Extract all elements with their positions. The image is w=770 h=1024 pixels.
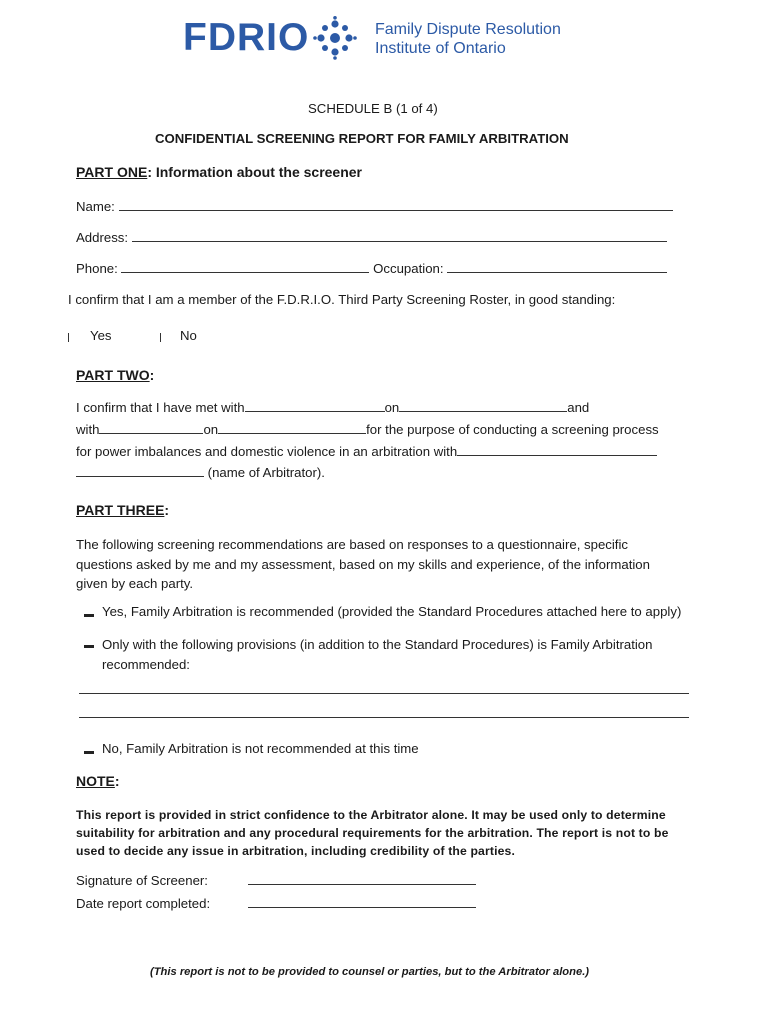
roster-confirm-text: I confirm that I am a member of the F.D.R.I.O. Third Party Screening Roster, in good standing:: [68, 292, 616, 307]
arbitration-with-text: for power imbalances and domestic violence in an arbitration with: [76, 444, 458, 459]
on-text-1: on: [384, 400, 400, 415]
with-text: with: [76, 422, 100, 437]
provisions-checkbox[interactable]: [84, 645, 94, 648]
name-field[interactable]: [119, 198, 673, 211]
part-two-heading: [76, 367, 154, 383]
provisions-label-2: recommended:: [102, 657, 190, 672]
arbitrator-name-text: (name of Arbitrator).: [207, 465, 325, 480]
and-text: and: [567, 400, 590, 415]
part-two-line-3: [76, 443, 657, 459]
provisions-line-2[interactable]: [79, 717, 689, 718]
date-completed-field[interactable]: [248, 895, 476, 908]
on-text-2: on: [203, 422, 219, 437]
date-completed-label: Date report completed:: [76, 896, 211, 911]
note-heading-label: NOTE: [76, 773, 115, 789]
part-two-line-2: [76, 421, 659, 437]
purpose-text: for the purpose of conducting a screening process: [366, 422, 659, 437]
met-with-text: I confirm that I have met with: [76, 400, 245, 415]
yes-checkbox[interactable]: [68, 333, 69, 342]
party-one-date-field[interactable]: [399, 399, 567, 412]
arbitrator-name-field[interactable]: [76, 464, 204, 477]
yes-label: Yes: [90, 328, 112, 343]
part-three-heading-colon: :: [164, 502, 170, 518]
logo-dots-icon: [313, 16, 357, 60]
document-title: CONFIDENTIAL SCREENING REPORT FOR FAMILY ARBITRATION: [155, 131, 569, 146]
party-two-date-field[interactable]: [218, 421, 366, 434]
schedule-label: SCHEDULE B (1 of 4): [308, 101, 438, 116]
part-one-heading-rest: : Information about the screener: [147, 164, 363, 180]
note-heading: [76, 773, 120, 789]
note-heading-colon: :: [114, 773, 120, 789]
logo-wordmark: FDRIO: [183, 16, 310, 59]
part-two-line-4: [76, 464, 325, 480]
part-three-heading: [76, 502, 169, 518]
no-label: No: [180, 328, 197, 343]
address-field[interactable]: [132, 229, 667, 242]
recommended-label: Yes, Family Arbitration is recommended (provided the Standard Procedures attached here to apply): [102, 604, 682, 619]
part-two-heading-colon: :: [149, 367, 155, 383]
part-two-line-1: [76, 399, 589, 415]
phone-label: Phone:: [76, 261, 118, 276]
phone-row: [76, 260, 667, 276]
part-three-heading-label: PART THREE: [76, 502, 165, 518]
no-checkbox[interactable]: [160, 333, 161, 342]
address-label: Address:: [76, 230, 129, 245]
note-line-3: used to decide any issue in arbitration, including credibility of the parties.: [76, 844, 516, 858]
signature-label: Signature of Screener:: [76, 873, 208, 888]
party-one-name-field[interactable]: [245, 399, 385, 412]
part-one-heading-label: PART ONE: [76, 164, 148, 180]
provisions-line-1[interactable]: [79, 693, 689, 694]
arbitration-party-field[interactable]: [457, 443, 657, 456]
intro-line-1: The following screening recommendations are based on responses to a questionnaire, specific: [76, 537, 628, 552]
note-body: [76, 806, 669, 860]
intro-line-3: given by each party.: [76, 576, 194, 591]
part-one-heading: [76, 164, 362, 180]
recommended-checkbox[interactable]: [84, 614, 94, 617]
phone-field[interactable]: [121, 260, 369, 273]
name-label: Name:: [76, 199, 115, 214]
not-recommended-checkbox[interactable]: [84, 751, 94, 754]
logo: [183, 14, 583, 64]
provisions-label-1: Only with the following provisions (in addition to the Standard Procedures) is Family Arbitration: [102, 637, 653, 652]
occupation-label: Occupation:: [373, 261, 444, 276]
address-row: [76, 229, 667, 245]
occupation-field[interactable]: [447, 260, 667, 273]
not-recommended-label: No, Family Arbitration is not recommended at this time: [102, 741, 419, 756]
logo-line-1: Family Dispute Resolution: [375, 21, 561, 38]
note-line-1: This report is provided in strict confidence to the Arbitrator alone. It may be used only to determine: [76, 808, 666, 822]
note-line-2: suitability for arbitration and any procedural requirements for the arbitration. The report is not to be: [76, 826, 669, 840]
signature-field[interactable]: [248, 872, 476, 885]
intro-line-2: questions asked by me and my assessment, based on my skills and experience, of the information: [76, 556, 650, 572]
part-three-intro: [76, 535, 650, 594]
footer-note: (This report is not to be provided to counsel or parties, but to the Arbitrator alone.): [150, 966, 590, 978]
part-two-heading-label: PART TWO: [76, 367, 150, 383]
logo-line-2: Institute of Ontario: [375, 40, 506, 57]
party-two-name-field[interactable]: [99, 421, 203, 434]
name-row: [76, 198, 673, 214]
